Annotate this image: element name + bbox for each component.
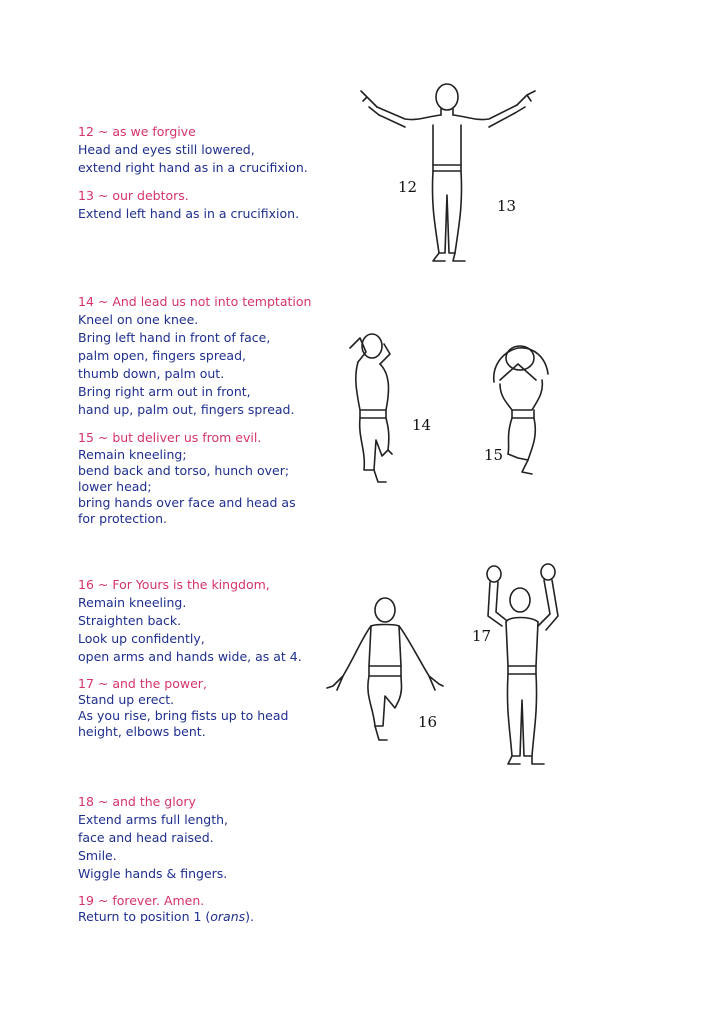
step-16-line: Straighten back. xyxy=(78,613,182,628)
figure-kneel-protect xyxy=(478,340,563,490)
figure-kneel-hand-face xyxy=(330,330,410,490)
step-16-line: open arms and hands wide, as at 4. xyxy=(78,649,302,664)
section-16-17-text xyxy=(78,576,338,740)
step-14-line: thumb down, palm out. xyxy=(78,366,225,381)
figure-label-16: 16 xyxy=(418,713,438,731)
step-18-heading: 18 ~ and the glory xyxy=(78,794,196,809)
section-12-13-text xyxy=(78,123,338,223)
step-13-heading: 13 ~ our debtors. xyxy=(78,188,189,203)
step-17-line: Stand up erect. xyxy=(78,692,175,707)
step-18-line: Extend arms full length, xyxy=(78,812,229,827)
step-19-text: Return to position 1 ( xyxy=(78,909,211,924)
step-16-line: Look up confidently, xyxy=(78,631,205,646)
step-17-heading: 17 ~ and the power, xyxy=(78,676,207,691)
step-18-line: Wiggle hands & fingers. xyxy=(78,866,228,881)
step-14-line: Kneel on one knee. xyxy=(78,312,199,327)
figure-stand-fists-up xyxy=(480,560,570,770)
figure-label-17: 17 xyxy=(472,627,492,645)
step-12-line: Head and eyes still lowered, xyxy=(78,142,255,157)
step-14-line: Bring right arm out in front, xyxy=(78,384,251,399)
step-16-heading: 16 ~ For Yours is the kingdom, xyxy=(78,577,270,592)
figure-label-12: 12 xyxy=(398,178,418,196)
step-18-line: face and head raised. xyxy=(78,830,214,845)
step-19-heading: 19 ~ forever. Amen. xyxy=(78,893,205,908)
step-15-line: for protection. xyxy=(78,511,167,526)
step-16-line: Remain kneeling. xyxy=(78,595,187,610)
figure-label-15: 15 xyxy=(484,446,504,464)
section-14-15-text xyxy=(78,293,338,527)
figure-label-14: 14 xyxy=(412,416,432,434)
step-14-line: hand up, palm out, fingers spread. xyxy=(78,402,295,417)
step-12-line: extend right hand as in a crucifixion. xyxy=(78,160,308,175)
step-17-line: height, elbows bent. xyxy=(78,724,206,739)
step-15-line: Remain kneeling; xyxy=(78,447,187,462)
section-18-19-text xyxy=(78,793,338,925)
step-14-line: Bring left hand in front of face, xyxy=(78,330,271,345)
step-15-line: bend back and torso, hunch over; xyxy=(78,463,290,478)
figure-crucifixion xyxy=(355,75,545,270)
figure-label-13: 13 xyxy=(497,197,517,215)
step-14-line: palm open, fingers spread, xyxy=(78,348,246,363)
step-15-heading: 15 ~ but deliver us from evil. xyxy=(78,430,262,445)
step-19-text-end: ). xyxy=(245,909,255,924)
step-13-line: Extend left hand as in a crucifixion. xyxy=(78,206,300,221)
step-19-line xyxy=(78,909,338,925)
orans-term: orans xyxy=(210,909,246,924)
step-15-line: bring hands over face and head as xyxy=(78,495,296,510)
step-12-heading: 12 ~ as we forgive xyxy=(78,124,196,139)
step-14-heading: 14 ~ And lead us not into temptation xyxy=(78,294,312,309)
step-15-line: lower head; xyxy=(78,479,152,494)
step-18-line: Smile. xyxy=(78,848,117,863)
step-17-line: As you rise, bring fists up to head xyxy=(78,708,289,723)
